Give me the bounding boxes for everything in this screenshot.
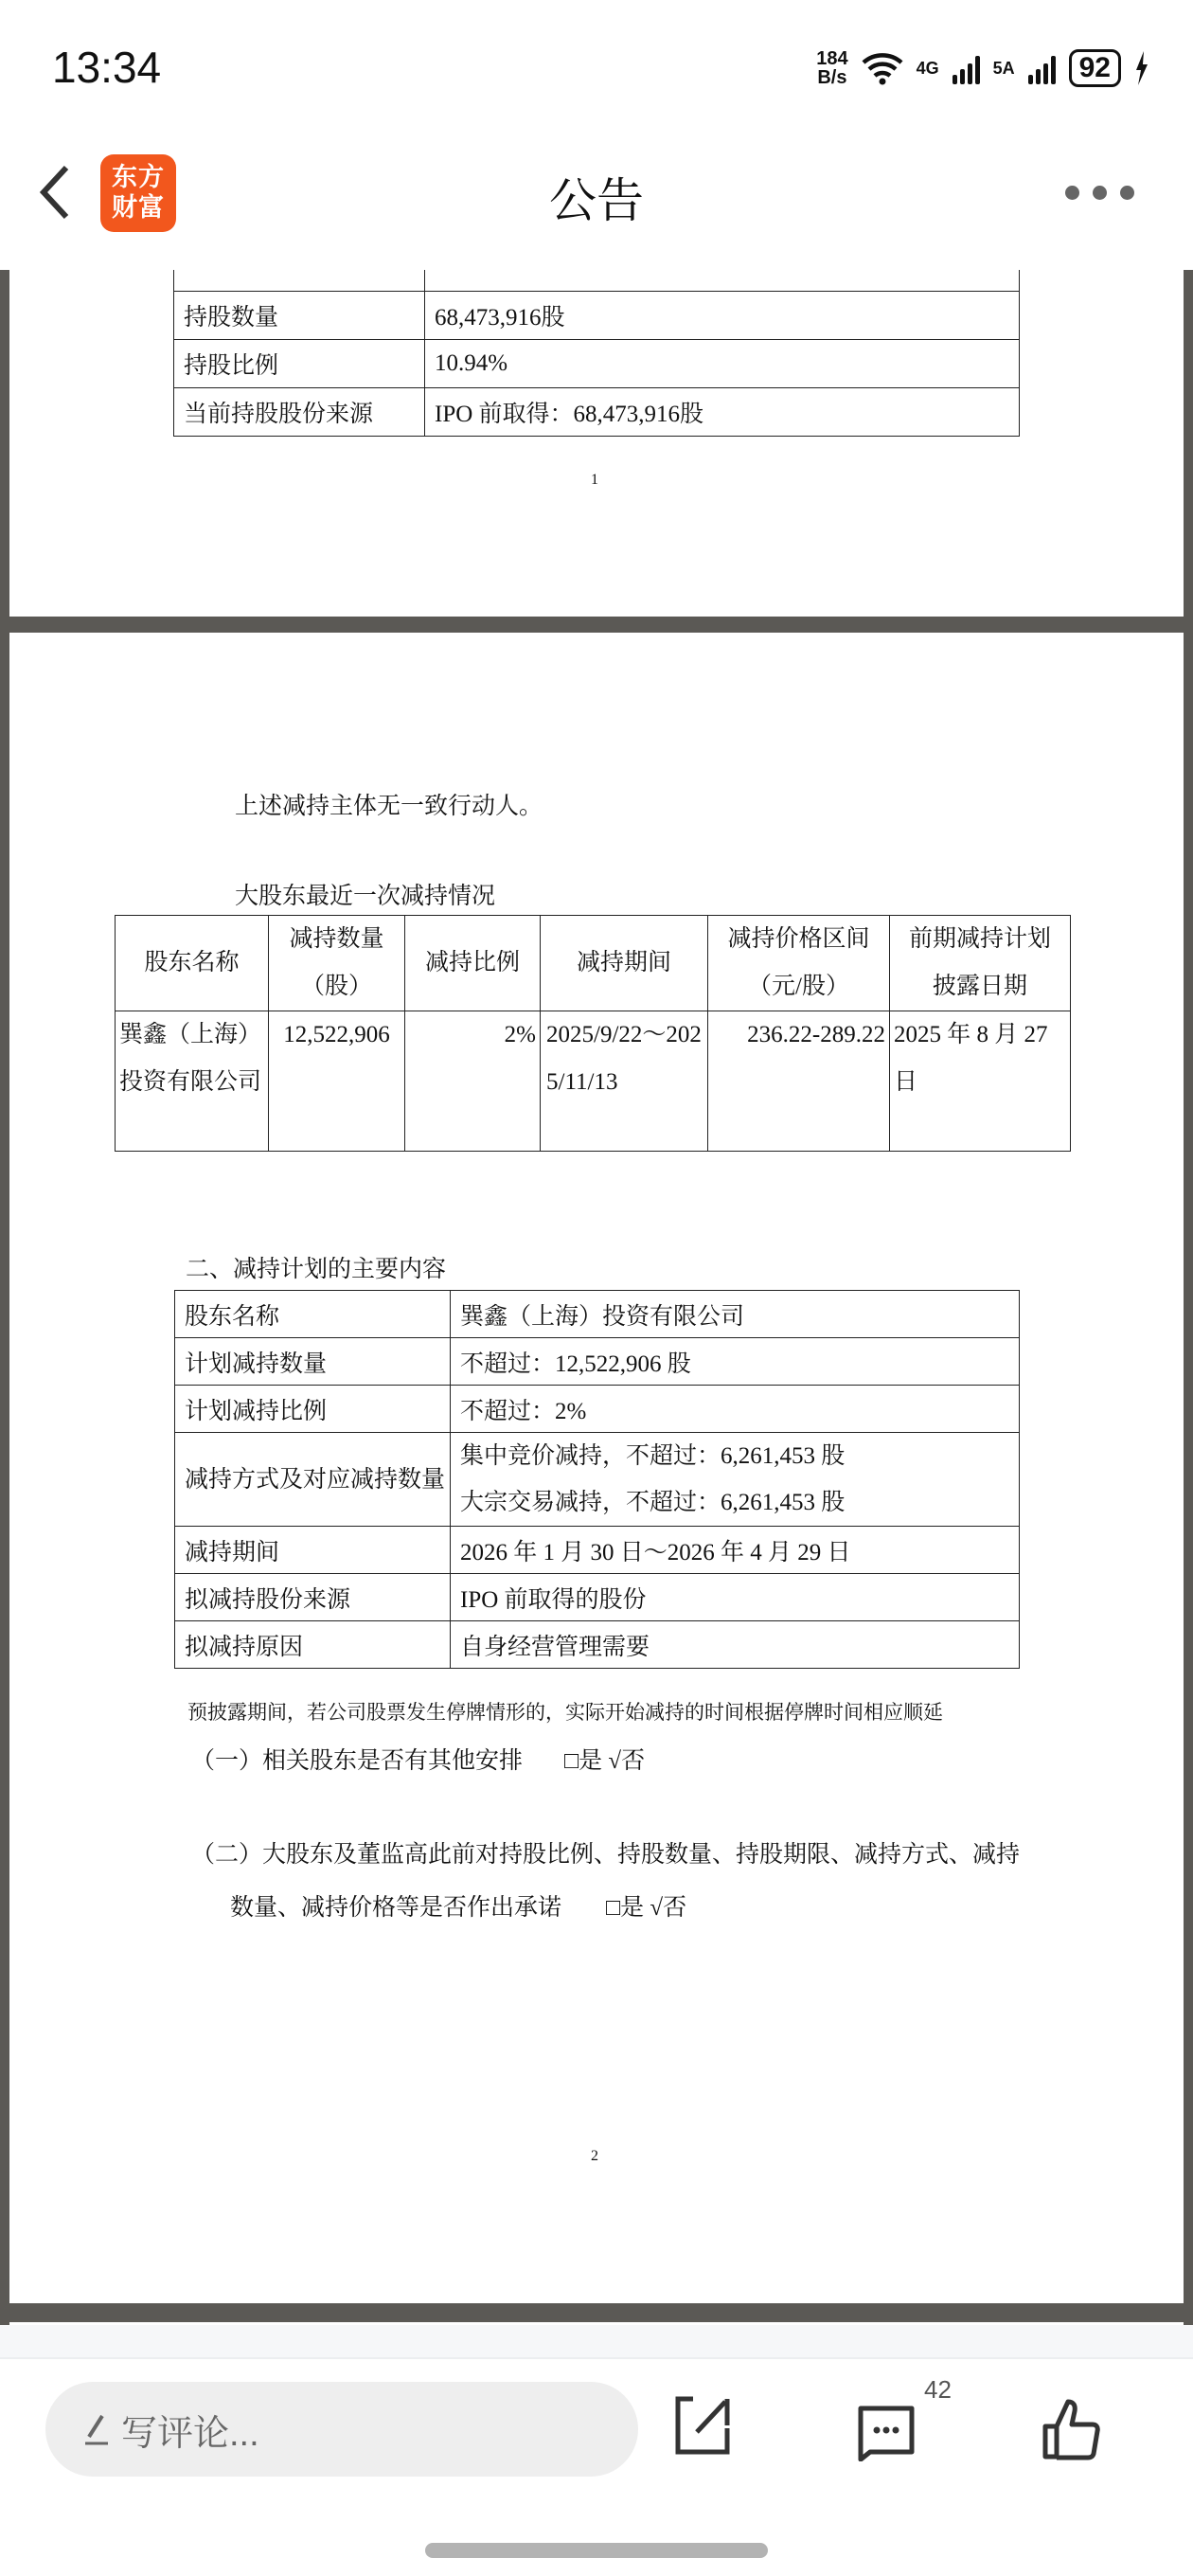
status-bar <box>0 0 1193 133</box>
signal-4g-label: 4G <box>916 58 939 78</box>
table-row: 拟减持股份来源 IPO 前取得的股份 <box>175 1574 1020 1621</box>
page-number: 2 <box>591 2148 598 2164</box>
signal-icon <box>953 52 980 84</box>
reduction-plan-table <box>174 1290 1020 1669</box>
comment-input[interactable] <box>45 2382 638 2477</box>
suspension-note: 预披露期间，若公司股票发生停牌情形的，实际开始减持的时间根据停牌时间相应顺延 <box>187 1701 943 1724</box>
holding-table <box>173 270 1020 437</box>
table-row: 股东名称 巽鑫（上海）投资有限公司 <box>175 1291 1020 1338</box>
table-row: 巽鑫（上海）投资有限公司 12,522,906 2% 2025/9/22～2025/11/13 236.22-289.22 2025 年 8 月 27 日 <box>116 1011 1071 1152</box>
table-row: 拟减持原因 自身经营管理需要 <box>175 1621 1020 1669</box>
question-2-line2: 数量、减持价格等是否作出承诺 <box>230 1895 562 1921</box>
table-row: 减持期间 2026 年 1 月 30 日～2026 年 4 月 29 日 <box>175 1527 1020 1574</box>
page-title: 公告 <box>549 174 644 227</box>
table-row: 持股比例 10.94% <box>174 339 1020 387</box>
section-2-title: 二、减持计划的主要内容 <box>186 1257 447 1282</box>
divider <box>0 2325 1193 2359</box>
pdf-page-2 <box>9 633 1184 2303</box>
share-button[interactable] <box>674 2396 731 2455</box>
table-row: 计划减持比例 不超过：2% <box>175 1386 1020 1433</box>
network-speed: 184 B/s <box>816 48 848 88</box>
signal-5a-label: 5A <box>992 58 1015 78</box>
recent-reduction-title: 大股东最近一次减持情况 <box>235 884 496 909</box>
table-row: 当前持股股份来源 IPO 前取得：68,473,916股 <box>174 387 1020 436</box>
more-options-button[interactable] <box>1065 186 1134 200</box>
table-header-row: 股东名称 减持数量 （股） 减持比例 减持期间 减持价格区间 （元/股） 前期减持计划 披露日期 <box>116 916 1071 1011</box>
status-icons <box>816 49 1148 87</box>
table-row: 计划减持数量 不超过：12,522,906 股 <box>175 1338 1020 1386</box>
question-1: （一）相关股东是否有其他安排 <box>191 1748 524 1774</box>
pdf-viewer[interactable] <box>0 270 1193 2325</box>
signal-icon <box>1028 52 1056 84</box>
comment-button[interactable] <box>857 2403 916 2461</box>
status-time: 13:34 <box>52 43 162 92</box>
comment-count: 42 <box>924 2375 952 2404</box>
charging-icon <box>1134 51 1148 85</box>
pdf-page-1 <box>9 251 1184 617</box>
battery-level: 92 <box>1069 49 1121 87</box>
question-2-answer: □是 √否 <box>606 1895 687 1921</box>
question-2-line1: （二）大股东及董监高此前对持股比例、持股数量、持股期限、减持方式、减持 <box>191 1842 1021 1868</box>
table-row: 减持方式及对应减持数量 集中竞价减持，不超过：6,261,453 股 大宗交易减持，不超过：6,261,453 股 <box>175 1433 1020 1527</box>
like-button[interactable] <box>1042 2398 1100 2460</box>
question-1-answer: □是 √否 <box>564 1748 646 1774</box>
page-number: 1 <box>591 472 598 488</box>
pencil-icon <box>83 2412 108 2446</box>
app-logo: 东方 财富 <box>100 154 176 232</box>
recent-reduction-table <box>115 915 1071 1152</box>
home-indicator[interactable] <box>425 2543 768 2558</box>
comment-placeholder: 写评论... <box>121 2413 259 2454</box>
table-row: 持股数量 68,473,916股 <box>174 291 1020 339</box>
wifi-icon <box>862 51 903 85</box>
no-concert-note: 上述减持主体无一致行动人。 <box>235 794 543 819</box>
